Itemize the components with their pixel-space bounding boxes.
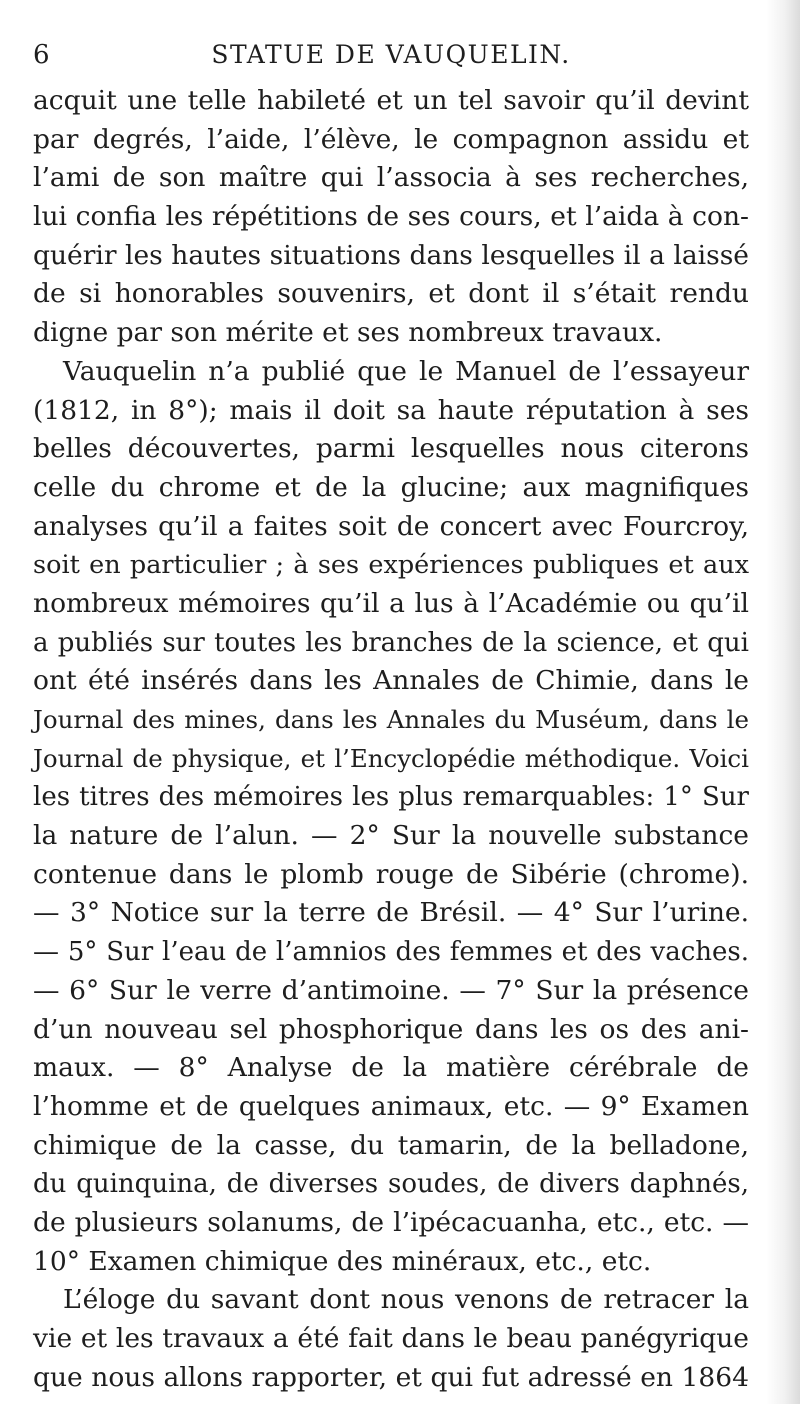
text-line: Journal de physique, et l’Encyclopédie méthodique. Voici bbox=[33, 743, 749, 773]
text-line: la nature de l’alun. — 2° Sur la nouvelle substance bbox=[33, 820, 749, 852]
text-line: chimique de la casse, du tamarin, de la belladone, bbox=[33, 1129, 749, 1161]
text-line: quérir les hautes situations dans lesquelles il a laissé bbox=[33, 239, 749, 271]
text-line: l’ami de son maître qui l’associa à ses recherches, bbox=[33, 162, 749, 194]
text-line: ont été insérés dans les Annales de Chimie, dans le bbox=[33, 665, 749, 697]
running-title: STATUE DE VAUQUELIN. bbox=[211, 40, 571, 69]
text-line: — 6° Sur le verre d’antimoine. — 7° Sur la présence bbox=[33, 974, 749, 1006]
text-line: l’homme et de quelques animaux, etc. — 9° Examen bbox=[33, 1090, 749, 1122]
text-line: contenue dans le plomb rouge de Sibérie (chrome). bbox=[33, 858, 749, 890]
text-line: de si honorables souvenirs, et dont il s’était rendu bbox=[33, 278, 749, 310]
text-line: les titres des mémoires les plus remarquables: 1° Sur bbox=[33, 782, 749, 813]
page-number: 6 bbox=[33, 40, 51, 70]
text-line: digne par son mérite et ses nombreux travaux. bbox=[33, 317, 663, 349]
text-line: soit en particulier ; à ses expériences publiques et aux bbox=[33, 550, 749, 581]
text-line: 10° Examen chimique des minéraux, etc., etc. bbox=[33, 1245, 652, 1277]
text-line: Vauquelin n’a publié que le Manuel de l’essayeur bbox=[63, 355, 749, 387]
text-line: maux. — 8° Analyse de la matière cérébrale de bbox=[33, 1052, 749, 1084]
body-text bbox=[33, 82, 749, 1397]
text-line: lui confia les répétitions de ses cours, et l’aida à con- bbox=[33, 201, 749, 233]
text-line: vie et les travaux a été fait dans le beau panégyrique bbox=[33, 1323, 749, 1354]
text-line: de plusieurs solanums, de l’ipécacuanha, etc., etc. — bbox=[33, 1206, 749, 1238]
text-line: acquit une telle habileté et un tel savoir qu’il devint bbox=[33, 85, 749, 116]
text-line: d’un nouveau sel phosphorique dans les os des ani- bbox=[33, 1013, 749, 1045]
text-line: que nous allons rapporter, et qui fut adressé en 1864 bbox=[33, 1361, 749, 1393]
text-line: celle du chrome et de la glucine; aux magnifiques bbox=[33, 471, 749, 503]
text-line: — 5° Sur l’eau de l’amnios des femmes et des vaches. bbox=[33, 937, 749, 968]
text-line: nombreux mémoires qu’il a lus à l’Académie ou qu’il bbox=[33, 587, 749, 619]
text-line: du quinquina, de diverses soudes, de divers daphnés, bbox=[33, 1169, 749, 1200]
text-line: analyses qu’il a faites soit de concert avec Fourcroy, bbox=[33, 510, 749, 542]
text-line: a publiés sur toutes les branches de la science, et qui bbox=[33, 627, 749, 658]
text-line: par degrés, l’aide, l’élève, le compagnon assidu et bbox=[33, 123, 749, 155]
text-line: (1812, in 8°); mais il doit sa haute réputation à ses bbox=[33, 394, 749, 426]
running-head bbox=[33, 40, 749, 80]
text-line: belles découvertes, parmi lesquelles nous citerons bbox=[33, 433, 749, 465]
text-line: — 3° Notice sur la terre de Brésil. — 4° Sur l’urine. bbox=[33, 897, 749, 929]
text-line: L’éloge du savant dont nous venons de retracer la bbox=[63, 1284, 749, 1316]
text-line: Journal des mines, dans les Annales du Muséum, dans le bbox=[33, 705, 749, 734]
page-edge-shadow bbox=[766, 0, 800, 1404]
